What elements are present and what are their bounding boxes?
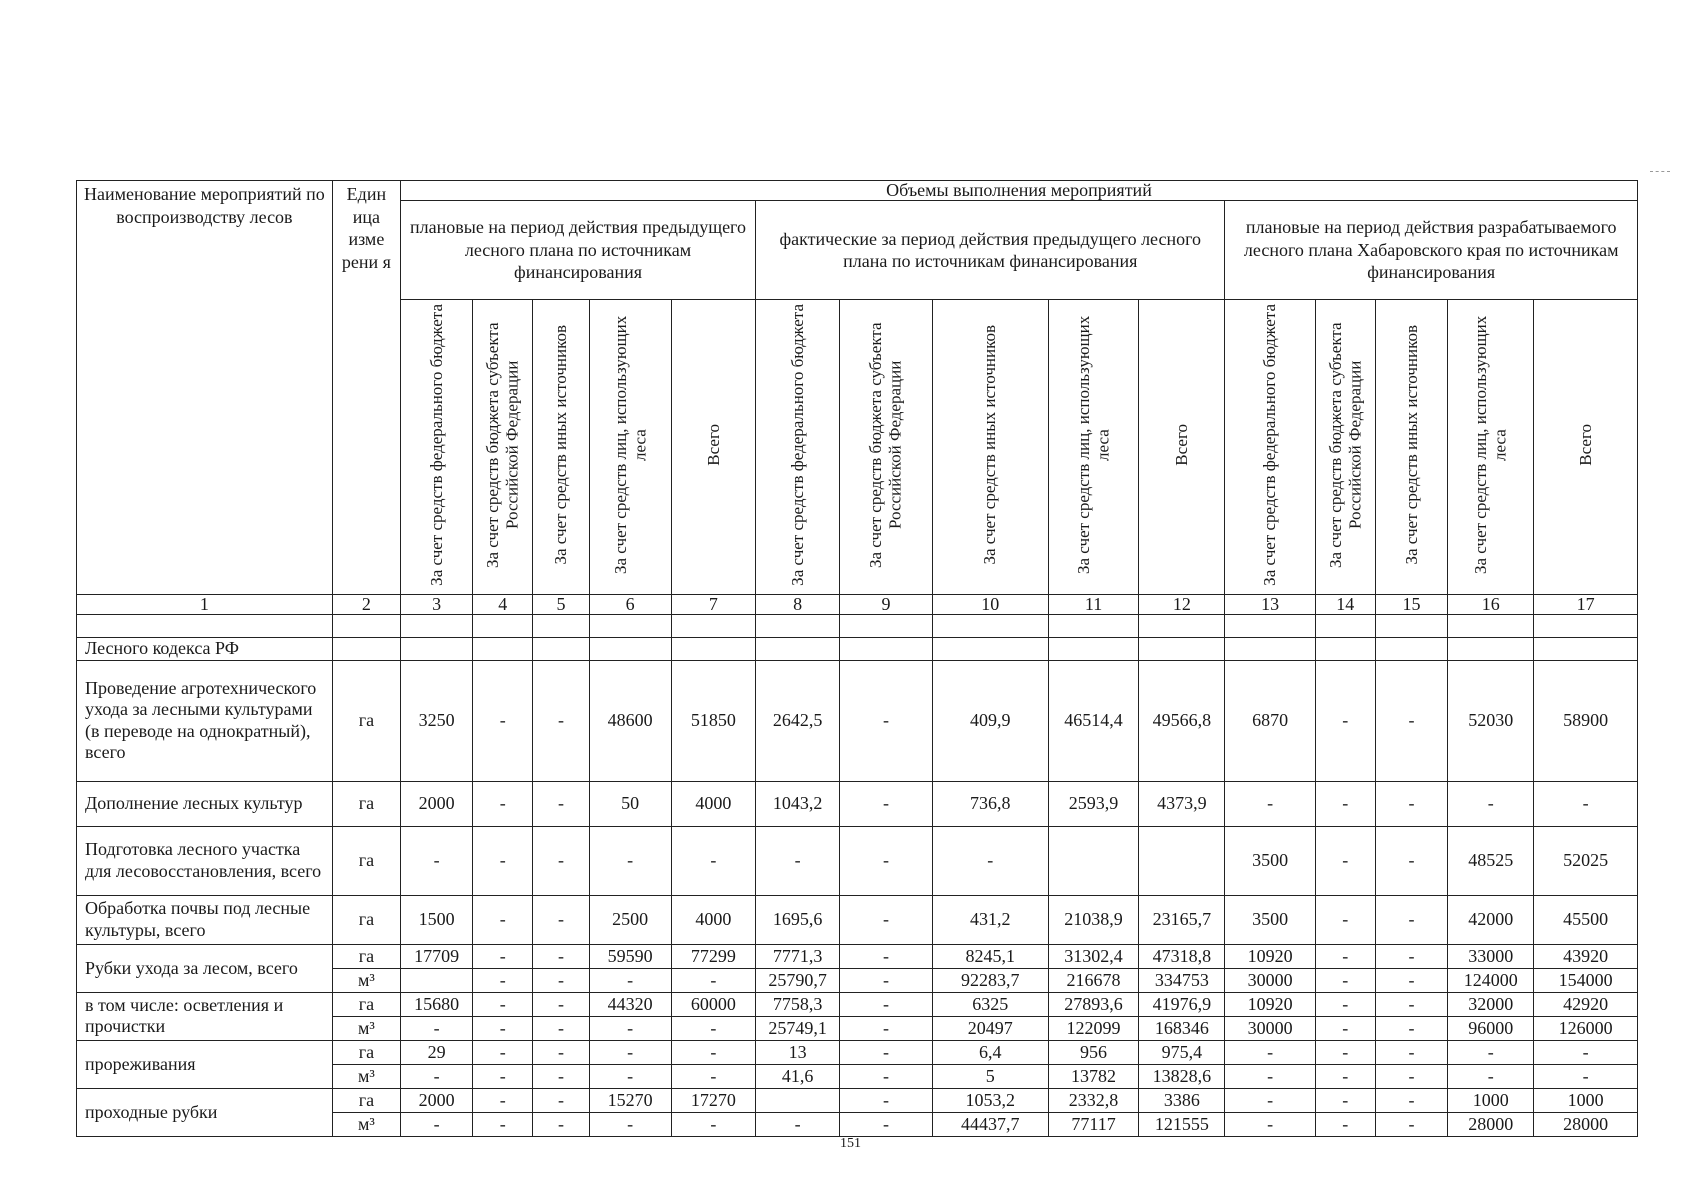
value-cell: 15680 [400,992,472,1016]
value-cell: 6,4 [932,1040,1048,1064]
value-cell: - [1315,1112,1375,1136]
value-cell: 4373,9 [1139,781,1225,826]
value-cell: 3500 [1225,826,1315,895]
value-cell: 43920 [1534,944,1638,968]
row-unit: га [332,895,400,944]
value-cell: - [533,968,589,992]
blank-cell [1448,637,1534,660]
header-subcol-label: За счет средств бюджета субъекта Российской Федерации [1325,322,1365,568]
value-cell: 121555 [1139,1112,1225,1136]
row-unit: м³ [332,1016,400,1040]
value-cell: 2000 [400,781,472,826]
blank-cell [589,637,671,660]
value-cell: 6325 [932,992,1048,1016]
value-cell: - [1315,944,1375,968]
row-unit: га [332,944,400,968]
blank-cell [671,637,755,660]
value-cell: 42000 [1448,895,1534,944]
header-subcol-label: Всего [703,424,723,466]
blank-cell [1048,637,1138,660]
header-subcol-label: За счет средств федерального бюджета [1260,304,1280,586]
value-cell: - [1448,1064,1534,1088]
blank-cell [932,614,1048,637]
header-subcol-label: За счет средств лиц, использующих леса [1074,315,1113,575]
value-cell: 25790,7 [756,968,840,992]
value-cell: - [533,1040,589,1064]
value-cell: - [840,1112,932,1136]
value-cell: 50 [589,781,671,826]
value-cell: 3500 [1225,895,1315,944]
blank-cell [533,614,589,637]
value-cell: 44320 [589,992,671,1016]
value-cell: - [756,826,840,895]
value-cell: - [1375,992,1447,1016]
value-cell: - [473,895,533,944]
header-subcol-label: За счет средств бюджета субъекта Российской Федерации [866,322,905,568]
header-subcol [1375,300,1447,595]
value-cell: - [589,1064,671,1088]
value-cell: - [533,826,589,895]
header-subcol [1048,300,1138,595]
value-cell: 17709 [400,944,472,968]
value-cell: - [1375,1040,1447,1064]
value-cell: - [533,1112,589,1136]
blank-cell [1448,614,1534,637]
value-cell: 2500 [589,895,671,944]
value-cell: - [400,1016,472,1040]
value-cell: 736,8 [932,781,1048,826]
table-row [77,944,1638,968]
header-subcol [533,300,589,595]
column-number: 12 [1139,595,1225,615]
value-cell: 27893,6 [1048,992,1138,1016]
column-number: 17 [1534,595,1638,615]
value-cell: 7771,3 [756,944,840,968]
blank-cell [77,614,333,637]
value-cell: 23165,7 [1139,895,1225,944]
column-number: 8 [756,595,840,615]
value-cell: - [1375,944,1447,968]
row-unit: га [332,660,400,781]
blank-cell [1375,637,1447,660]
value-cell: 30000 [1225,968,1315,992]
value-cell: - [840,660,932,781]
value-cell: 20497 [932,1016,1048,1040]
value-cell: 17270 [671,1088,755,1112]
value-cell: 409,9 [932,660,1048,781]
value-cell: - [1225,1040,1315,1064]
row-unit: га [332,1088,400,1112]
value-cell: 1500 [400,895,472,944]
value-cell: 28000 [1448,1112,1534,1136]
value-cell: 41976,9 [1139,992,1225,1016]
value-cell: 33000 [1448,944,1534,968]
value-cell: - [473,660,533,781]
group-name: проходные рубки [77,1088,333,1136]
value-cell: - [1375,1064,1447,1088]
value-cell: - [1375,1112,1447,1136]
blank-cell [1534,614,1638,637]
value-cell: - [589,826,671,895]
value-cell: 52025 [1534,826,1638,895]
value-cell: 3386 [1139,1088,1225,1112]
table-row [77,826,1638,895]
value-cell: - [1315,1088,1375,1112]
column-number: 9 [840,595,932,615]
value-cell: - [671,826,755,895]
value-cell: 48525 [1448,826,1534,895]
value-cell [400,968,472,992]
value-cell: - [671,1040,755,1064]
column-number: 10 [932,595,1048,615]
row-unit: га [332,781,400,826]
row-unit: м³ [332,1064,400,1088]
blank-cell [1315,637,1375,660]
value-cell: 2593,9 [1048,781,1138,826]
value-cell: - [1225,1112,1315,1136]
blank-cell [671,614,755,637]
row-name: Проведение агротехнического ухода за лесными культурами (в переводе на однократный), всего [77,660,333,781]
value-cell [1139,826,1225,895]
value-cell: - [840,826,932,895]
value-cell: - [840,968,932,992]
header-volumes-title: Объемы выполнения мероприятий [400,181,1637,201]
value-cell: 126000 [1534,1016,1638,1040]
value-cell: - [589,1016,671,1040]
section-row-label: Лесного кодекса РФ [77,637,333,660]
value-cell: 431,2 [932,895,1048,944]
value-cell: - [400,1112,472,1136]
header-subcol [1315,300,1375,595]
header-subcol [589,300,671,595]
header-subcol [1139,300,1225,595]
value-cell: - [589,968,671,992]
value-cell: 32000 [1448,992,1534,1016]
header-subcol-label: Всего [1172,424,1192,466]
group-name: прореживания [77,1040,333,1088]
value-cell: 45500 [1534,895,1638,944]
blank-cell [1225,637,1315,660]
header-subcol-label: За счет средств бюджета субъекта Российской Федерации [483,322,522,568]
blank-cell [932,637,1048,660]
header-subcol-label: За счет средств лиц, использующих леса [1471,315,1510,575]
row-unit: м³ [332,968,400,992]
header-group-planned-new: плановые на период действия разрабатываемого лесного плана Хабаровского края по источникам финансирования [1225,201,1638,300]
value-cell: 4000 [671,781,755,826]
value-cell: - [1315,826,1375,895]
value-cell: - [1375,781,1447,826]
value-cell: 124000 [1448,968,1534,992]
blank-cell [400,614,472,637]
margin-mark [1650,171,1670,172]
header-name-col: Наименование мероприятий по воспроизводству лесов [77,181,333,595]
value-cell: - [1375,1088,1447,1112]
value-cell: 77299 [671,944,755,968]
value-cell: 956 [1048,1040,1138,1064]
value-cell: 30000 [1225,1016,1315,1040]
value-cell: - [1315,1016,1375,1040]
blank-cell [1225,614,1315,637]
value-cell: 47318,8 [1139,944,1225,968]
value-cell: - [473,1064,533,1088]
value-cell: - [473,826,533,895]
blank-cell [756,637,840,660]
table-row [77,1040,1638,1064]
value-cell: - [533,660,589,781]
value-cell: - [1448,781,1534,826]
table-row [77,992,1638,1016]
blank-cell [400,637,472,660]
value-cell: 122099 [1048,1016,1138,1040]
value-cell: - [473,992,533,1016]
value-cell: - [473,1088,533,1112]
value-cell: - [1315,1064,1375,1088]
value-cell: 2332,8 [1048,1088,1138,1112]
value-cell: - [1534,781,1638,826]
blank-cell [1139,614,1225,637]
value-cell: - [1534,1064,1638,1088]
value-cell: 51850 [671,660,755,781]
value-cell: 1043,2 [756,781,840,826]
value-cell: - [533,895,589,944]
value-cell: - [533,1088,589,1112]
value-cell: 10920 [1225,992,1315,1016]
row-unit: га [332,826,400,895]
value-cell: 48600 [589,660,671,781]
value-cell: - [671,1064,755,1088]
table-row [77,660,1638,781]
value-cell: - [1315,895,1375,944]
blank-cell [473,614,533,637]
value-cell: - [589,1040,671,1064]
value-cell: 46514,4 [1048,660,1138,781]
column-number: 13 [1225,595,1315,615]
header-subcol [473,300,533,595]
value-cell: 31302,4 [1048,944,1138,968]
value-cell: 1000 [1448,1088,1534,1112]
value-cell: - [756,1112,840,1136]
value-cell: - [400,1064,472,1088]
value-cell: - [533,1016,589,1040]
value-cell: 3250 [400,660,472,781]
value-cell [756,1088,840,1112]
row-name: Обработка почвы под лесные культуры, всего [77,895,333,944]
value-cell: 2642,5 [756,660,840,781]
value-cell: - [1375,895,1447,944]
value-cell: - [840,1016,932,1040]
column-number: 16 [1448,595,1534,615]
value-cell: - [840,944,932,968]
group-name: в том числе: осветления и прочистки [77,992,333,1040]
value-cell: - [473,944,533,968]
blank-cell [840,614,932,637]
value-cell: - [473,1016,533,1040]
column-number: 11 [1048,595,1138,615]
value-cell: - [1448,1040,1534,1064]
value-cell: - [1315,968,1375,992]
value-cell: - [473,968,533,992]
header-subcol-label: За счет средств федерального бюджета [787,304,807,586]
value-cell: - [671,968,755,992]
blank-cell [1139,637,1225,660]
value-cell: 29 [400,1040,472,1064]
value-cell: 59590 [589,944,671,968]
blank-cell [332,614,400,637]
column-number: 3 [400,595,472,615]
value-cell: 168346 [1139,1016,1225,1040]
value-cell: - [1315,1040,1375,1064]
column-number: 7 [671,595,755,615]
value-cell: 4000 [671,895,755,944]
value-cell: - [589,1112,671,1136]
table-row [77,895,1638,944]
value-cell: 60000 [671,992,755,1016]
column-number: 4 [473,595,533,615]
value-cell: - [533,781,589,826]
header-subcol [932,300,1048,595]
value-cell: - [840,781,932,826]
value-cell: - [840,1088,932,1112]
value-cell: - [1375,660,1447,781]
value-cell: 1053,2 [932,1088,1048,1112]
value-cell: - [1225,781,1315,826]
header-subcol-label: За счет средств иных источников [1401,325,1421,565]
table-row [77,781,1638,826]
value-cell: 6870 [1225,660,1315,781]
value-cell: 77117 [1048,1112,1138,1136]
blank-cell [1315,614,1375,637]
value-cell [1048,826,1138,895]
value-cell: 154000 [1534,968,1638,992]
row-name: Подготовка лесного участка для лесовосстановления, всего [77,826,333,895]
value-cell: - [1225,1088,1315,1112]
value-cell: 10920 [1225,944,1315,968]
value-cell: 15270 [589,1088,671,1112]
column-number: 6 [589,595,671,615]
value-cell: 58900 [1534,660,1638,781]
column-number: 14 [1315,595,1375,615]
value-cell: 13828,6 [1139,1064,1225,1088]
value-cell: 1000 [1534,1088,1638,1112]
value-cell: 216678 [1048,968,1138,992]
header-subcol [840,300,932,595]
header-subcol [671,300,755,595]
column-number: 5 [533,595,589,615]
value-cell: - [1225,1064,1315,1088]
blank-cell [756,614,840,637]
value-cell: 334753 [1139,968,1225,992]
column-number: 15 [1375,595,1447,615]
row-unit: га [332,1040,400,1064]
value-cell: 21038,9 [1048,895,1138,944]
header-subcol-label: За счет средств лиц, использующих леса [610,315,650,575]
value-cell: - [840,1040,932,1064]
value-cell: 42920 [1534,992,1638,1016]
value-cell: - [473,1040,533,1064]
table-row [77,1088,1638,1112]
blank-cell [332,637,400,660]
header-subcol [1534,300,1638,595]
value-cell: 8245,1 [932,944,1048,968]
value-cell: - [840,895,932,944]
value-cell: - [1534,1040,1638,1064]
header-subcol [1225,300,1315,595]
value-cell: 5 [932,1064,1048,1088]
value-cell: - [840,992,932,1016]
value-cell: - [400,826,472,895]
header-subcol-label: Всего [1575,424,1595,466]
value-cell: - [1315,781,1375,826]
column-number: 2 [332,595,400,615]
blank-cell [1375,614,1447,637]
value-cell: - [473,1112,533,1136]
header-subcol-label: За счет средств иных источников [551,325,571,565]
blank-cell [1048,614,1138,637]
value-cell: - [840,1064,932,1088]
value-cell: 1695,6 [756,895,840,944]
blank-cell [840,637,932,660]
blank-cell [589,614,671,637]
value-cell: 7758,3 [756,992,840,1016]
header-subcol [400,300,472,595]
page-number: 151 [840,1136,861,1151]
value-cell: 41,6 [756,1064,840,1088]
value-cell: 52030 [1448,660,1534,781]
header-subcol-label: За счет средств иных источников [980,325,1000,565]
blank-cell [473,637,533,660]
value-cell: - [533,992,589,1016]
value-cell: - [473,781,533,826]
column-number: 1 [77,595,333,615]
value-cell: 25749,1 [756,1016,840,1040]
value-cell: - [932,826,1048,895]
group-name: Рубки ухода за лесом, всего [77,944,333,992]
value-cell: - [671,1016,755,1040]
blank-cell [533,637,589,660]
value-cell: - [671,1112,755,1136]
value-cell: 28000 [1534,1112,1638,1136]
header-unit-col: Един ица изме рени я [332,181,400,595]
header-group-actual-prev: фактические за период действия предыдущего лесного плана по источникам финансирования [756,201,1225,300]
header-subcol [1448,300,1534,595]
value-cell: 49566,8 [1139,660,1225,781]
value-cell: - [1375,968,1447,992]
header-group-planned-prev: плановые на период действия предыдущего лесного плана по источникам финансирования [400,201,755,300]
value-cell: - [533,944,589,968]
value-cell: 13 [756,1040,840,1064]
reforestation-table [76,180,1638,1137]
value-cell: - [1375,826,1447,895]
value-cell: 92283,7 [932,968,1048,992]
value-cell: - [533,1064,589,1088]
row-name: Дополнение лесных культур [77,781,333,826]
header-subcol [756,300,840,595]
value-cell: - [1315,660,1375,781]
row-unit: га [332,992,400,1016]
header-subcol-label: За счет средств федерального бюджета [426,304,446,586]
value-cell: 13782 [1048,1064,1138,1088]
value-cell: - [1375,1016,1447,1040]
value-cell: 44437,7 [932,1112,1048,1136]
value-cell: 96000 [1448,1016,1534,1040]
row-unit: м³ [332,1112,400,1136]
value-cell: - [1315,992,1375,1016]
value-cell: 2000 [400,1088,472,1112]
value-cell: 975,4 [1139,1040,1225,1064]
blank-cell [1534,637,1638,660]
